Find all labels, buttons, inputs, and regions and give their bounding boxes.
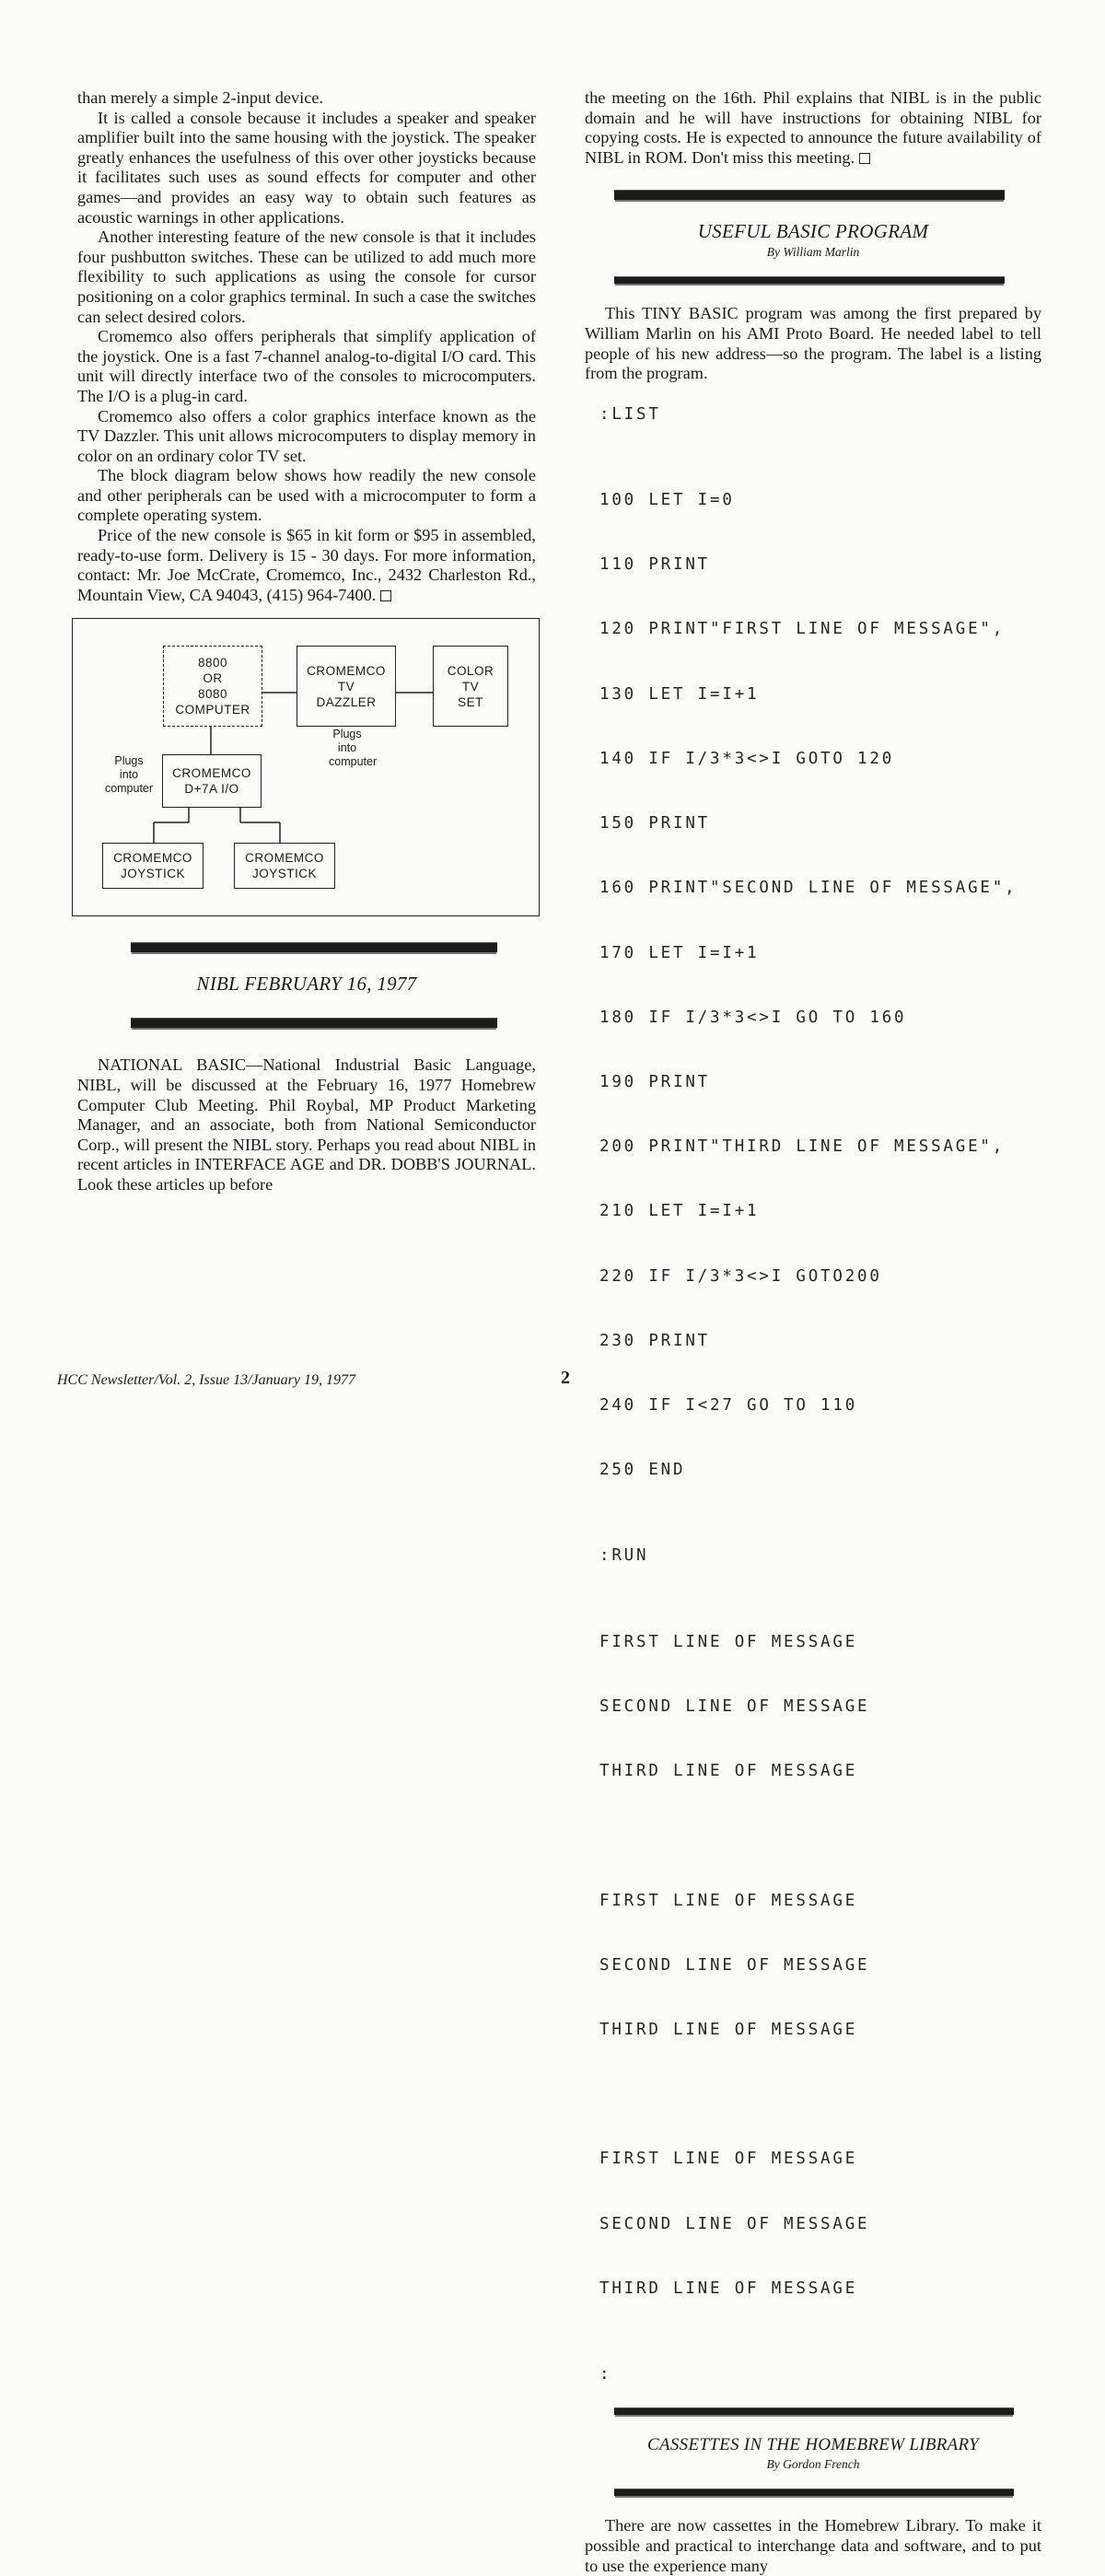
output-line: THIRD LINE OF MESSAGE bbox=[599, 1762, 858, 1781]
diagram-label: CROMEMCO bbox=[307, 663, 386, 678]
diagram-label: CROMEMCO bbox=[113, 851, 192, 866]
code-line: 250 END bbox=[599, 1461, 686, 1480]
color-tv-box bbox=[433, 646, 508, 727]
prompt: : bbox=[599, 2365, 612, 2384]
program-output bbox=[599, 1589, 1041, 2343]
end-mark-icon bbox=[859, 153, 870, 164]
paragraph: It is called a console because it includes a speaker and speaker amplifier built into the same housing with the joystick. The speaker greatly enhances the usefulness of this over other joysticks because it facilitates such uses as sound effects for computer and other games—and provides an easy way to obtain such features as acoustic warnings in other applications. bbox=[77, 108, 536, 227]
nibl-paragraph: NATIONAL BASIC—National Industrial Basic Language, NIBL, will be discussed at the February 16, 1977 Homebrew Computer Club Meeting. Phil Roybal, MP Product Marketing Manager, and an associate, both from National Semiconductor Corp., will present the NIBL story. Perhaps you read about NIBL in recent articles in INTERFACE AGE and DR. DOBB'S JOURNAL. Look these articles up before bbox=[77, 1055, 536, 1194]
diagram-label: JOYSTICK bbox=[251, 867, 317, 881]
diagram-label: 8080 bbox=[197, 687, 228, 702]
code-line: 180 IF I/3*3<>I GO TO 160 bbox=[599, 1008, 907, 1027]
code-line: 110 PRINT bbox=[599, 555, 711, 575]
code-line: 140 IF I/3*3<>I GOTO 120 bbox=[599, 749, 895, 768]
run-command: :RUN bbox=[599, 1546, 649, 1566]
basic-intro: This TINY BASIC program was among the first prepared by William Marlin on his AMI Proto Board. He needed label to tell people of his new address—so the program. The label is a listing from the program. bbox=[585, 304, 1041, 383]
diagram-label: D+7A I/O bbox=[184, 782, 239, 797]
code-line: 210 LET I=I+1 bbox=[599, 1202, 760, 1221]
code-line: 120 PRINT"FIRST LINE OF MESSAGE", bbox=[599, 620, 1006, 639]
diagram-note: Plugs bbox=[332, 728, 362, 741]
diagram-label: TV bbox=[461, 679, 480, 694]
paragraph: Another interesting feature of the new console is that it includes four pushbutton switches. These can be utilized to add much more flexibility to such applications as using the console for cursor positioning on a color graphics terminal. In such a case the switches can select desired colors. bbox=[77, 227, 536, 326]
plugs-into-computer-note bbox=[97, 754, 161, 796]
diagram-label: JOYSTICK bbox=[120, 867, 185, 881]
code-line: 240 IF I<27 GO TO 110 bbox=[599, 1396, 858, 1416]
diagram-note: into bbox=[119, 768, 139, 782]
plugs-into-computer-note bbox=[329, 728, 378, 769]
paragraph-text: Price of the new console is $65 in kit form or $95 in assembled, ready-to-use form. Delivery is 15 - 30 days. For more information, contact: Mr. Joe McCrate, Cromemco, Inc., 2432 Charleston Rd., Mountain View, CA 94043, (415) 964-7400. bbox=[77, 526, 536, 604]
joystick-box bbox=[234, 843, 335, 889]
heavy-rule bbox=[131, 1018, 497, 1028]
io-card-box bbox=[162, 754, 262, 808]
end-mark-icon bbox=[380, 590, 391, 601]
left-column bbox=[77, 88, 536, 1195]
basic-byline: By William Marlin bbox=[766, 245, 860, 260]
code-line: 220 IF I/3*3<>I GOTO200 bbox=[599, 1266, 882, 1286]
code-line: 150 PRINT bbox=[599, 814, 711, 833]
diagram-label: TV bbox=[337, 679, 355, 694]
code-line: 170 LET I=I+1 bbox=[599, 943, 760, 962]
joystick-box bbox=[102, 843, 204, 889]
right-column bbox=[585, 88, 1041, 2576]
diagram-label: OR bbox=[203, 671, 223, 686]
diagram-note: computer bbox=[104, 782, 154, 796]
diagram-note: computer bbox=[329, 755, 378, 769]
paragraph: Cromemco also offers a color graphics interface known as the TV Dazzler. This unit allows microcomputers to display memory in color on an ordinary color TV set. bbox=[77, 406, 536, 465]
diagram-note: into bbox=[337, 741, 357, 755]
block-diagram bbox=[72, 618, 540, 916]
output-line: FIRST LINE OF MESSAGE bbox=[599, 2150, 858, 2169]
section-divider bbox=[131, 1018, 497, 1028]
basic-heading: USEFUL BASIC PROGRAM bbox=[697, 220, 929, 243]
section-divider bbox=[131, 942, 497, 952]
section-divider bbox=[614, 2489, 1014, 2496]
paragraph-text: the meeting on the 16th. Phil explains that NIBL is in the public domain and he will have instructions for obtaining NIBL for copying costs. He is expected to announce the future availability of NIBL in ROM. Don't miss this meeting. bbox=[585, 88, 1041, 167]
diagram-note: Plugs bbox=[114, 754, 144, 768]
diagram-label: COMPUTER bbox=[175, 703, 250, 717]
diagram-label: CROMEMCO bbox=[172, 766, 251, 781]
diagram-label: SET bbox=[458, 694, 483, 709]
diagram-label: CROMEMCO bbox=[245, 851, 324, 866]
nibl-heading: NIBL FEBRUARY 16, 1977 bbox=[196, 973, 417, 996]
diagram-label: COLOR bbox=[447, 663, 494, 678]
code-line: 160 PRINT"SECOND LINE OF MESSAGE", bbox=[599, 879, 1018, 898]
section-divider bbox=[614, 190, 1005, 200]
blank-line bbox=[599, 2084, 1041, 2105]
diagram-label: 8800 bbox=[197, 656, 228, 670]
paragraph: The block diagram below shows how readily the new console and other peripherals can be used with a microcomputer to form a complete operating system. bbox=[77, 466, 536, 525]
heavy-rule bbox=[614, 2489, 1014, 2496]
list-command: :LIST bbox=[599, 404, 661, 424]
output-line: THIRD LINE OF MESSAGE bbox=[599, 2020, 858, 2039]
cassette-byline: By Gordon French bbox=[766, 2457, 860, 2472]
blank-line bbox=[599, 1825, 1041, 1847]
section-divider bbox=[614, 276, 1005, 284]
computer-box bbox=[163, 646, 262, 727]
code-line: 200 PRINT"THIRD LINE OF MESSAGE", bbox=[599, 1137, 1006, 1157]
program-listing bbox=[599, 447, 1041, 1524]
heavy-rule bbox=[614, 276, 1005, 284]
cassette-paragraph: There are now cassettes in the Homebrew Library. To make it possible and practical to interchange data and software, and to put to use the experience many bbox=[585, 2516, 1041, 2575]
output-line: THIRD LINE OF MESSAGE bbox=[599, 2279, 858, 2298]
code-line: 190 PRINT bbox=[599, 1072, 711, 1091]
output-line: SECOND LINE OF MESSAGE bbox=[599, 1696, 870, 1716]
code-line: 100 LET I=0 bbox=[599, 490, 735, 509]
output-line: FIRST LINE OF MESSAGE bbox=[599, 1891, 858, 1910]
section-divider bbox=[614, 2407, 1014, 2415]
heavy-rule bbox=[614, 190, 1005, 200]
code-line: 130 LET I=I+1 bbox=[599, 684, 760, 704]
paragraph bbox=[585, 88, 1041, 168]
heavy-rule bbox=[614, 2407, 1014, 2415]
cassette-heading: CASSETTES IN THE HOMEBREW LIBRARY bbox=[647, 2435, 979, 2455]
heavy-rule bbox=[131, 942, 497, 952]
paragraph bbox=[77, 526, 536, 605]
page-number: 2 bbox=[561, 1368, 570, 1388]
footer-citation: HCC Newsletter/Vol. 2, Issue 13/January 19, 1977 bbox=[57, 1372, 355, 1388]
output-line: SECOND LINE OF MESSAGE bbox=[599, 2214, 870, 2233]
dazzler-box bbox=[297, 646, 396, 727]
paragraph: Cromemco also offers peripherals that simplify application of the joystick. One is a fast 7-channel analog-to-digital I/O card. This unit will directly interface two of the consoles to microcomputers. The I/O is a plug-in card. bbox=[77, 327, 536, 405]
output-line: FIRST LINE OF MESSAGE bbox=[599, 1632, 858, 1651]
paragraph: than merely a simple 2-input device. bbox=[77, 88, 324, 107]
diagram-label: DAZZLER bbox=[316, 694, 377, 709]
output-line: SECOND LINE OF MESSAGE bbox=[599, 1955, 870, 1975]
code-line: 230 PRINT bbox=[599, 1331, 711, 1350]
